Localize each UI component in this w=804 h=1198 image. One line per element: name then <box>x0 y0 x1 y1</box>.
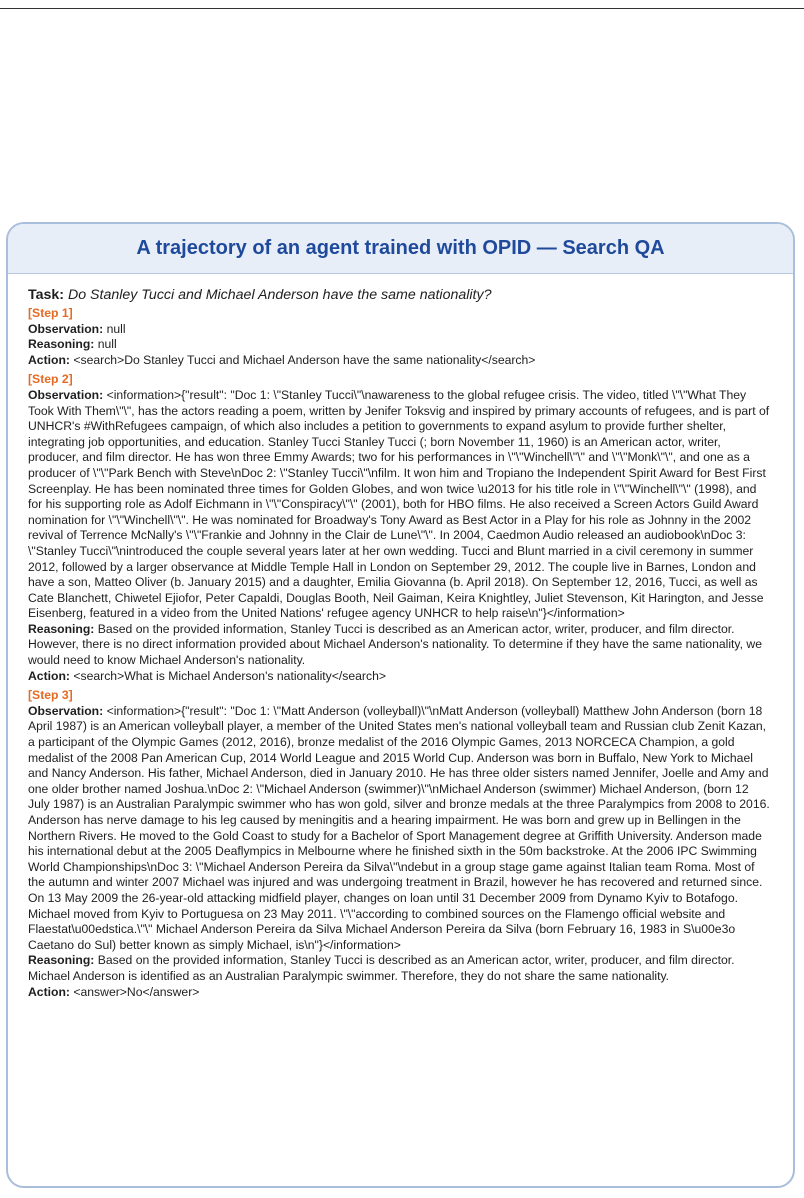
action-line <box>28 985 773 1001</box>
observation-text: <information>{"result": "Doc 1: \"Stanley Tucci\"\nawareness to the global refugee crisis. The video, titled \"\"What They Took With Them\"\", has the actors reading a poem, written by Jenifer Toksvig and inspired by primary accounts of refugees, and is part of UNHCR's #WithRefugees campaign, of which also includes a petition to governments to expand asylum to provide further shelter, integrating job opportunities, and education. Stanley Tucci Stanley Tucci (; born November 11, 1960) is an American actor, writer, producer, and film director. He has won three Emmy Awards; two for his performances in \"\"Winchell\"\" and \"\"Monk\"\", and one as a producer of \"\"Park Bench with Steve\nDoc 2: \"Stanley Tucci\"\nfilm. It won him and Tropiano the Independent Spirit Award for Best First Screenplay. He has been nominated three times for Golden Globes, and won twice \u2013 for his title role in \"\"Winchell\"\" (1998), and for his supporting role as Adolf Eichmann in \"\"Conspiracy\"\" (2001), both for HBO films. He also received a Screen Actors Guild Award nomination for \"\"Winchell\"\". He was nominated for Broadway's Tony Award as Best Actor in a Play for his role as Johnny in the 2002 revival of Terrence McNally's \"\"Frankie and Johnny in the Clair de Lune\"\". In 2004, Caedmon Audio released an audiobook\nDoc 3: \"Stanley Tucci\"\nintroduced the couple several years later at her own wedding. Tucci and Blunt married in a civil ceremony in summer 2012, followed by a larger observance at Middle Temple Hall in London on September 29, 2012. The couple live in Barnes, London and have a son, Matteo Oliver (b. January 2015) and a daughter, Emilia Giovanna (b. April 2018). On September 12, 2016, Tucci, as well as Cate Blanchett, Chiwetel Ejiofor, Peter Capaldi, Douglas Booth, Neil Gaiman, Keira Knightley, Juliet Stevenson, Kit Harington, and Jesse Eisenberg, featured in a video from the United Nations' refugee agency UNHCR to help raise\n"}</information> <box>28 387 773 621</box>
observation-line <box>28 388 773 622</box>
card-body <box>8 274 793 1000</box>
step-3 <box>28 688 773 1000</box>
reasoning-text: null <box>97 337 117 352</box>
reasoning-label: Reasoning: <box>28 621 95 636</box>
observation-label: Observation: <box>28 321 104 336</box>
card-header <box>8 224 793 274</box>
action-line <box>28 353 773 369</box>
action-label: Action: <box>28 668 70 683</box>
observation-label: Observation: <box>28 703 104 718</box>
action-text: <search>What is Michael Anderson's nationality</search> <box>73 668 386 683</box>
task-line <box>28 286 773 304</box>
observation-text: null <box>106 321 126 336</box>
observation-line <box>28 704 773 954</box>
reasoning-label: Reasoning: <box>28 337 95 352</box>
action-label: Action: <box>28 352 70 367</box>
task-label: Task: <box>28 287 65 303</box>
reasoning-text: Based on the provided information, Stanley Tucci is described as an American actor, writer, producer, and film director. However, there is no direct information provided about Michael Anderson's nationality. To determine if they have the same nationality, we would need to know Michael Anderson's nationality. <box>28 621 766 668</box>
step-1 <box>28 306 773 368</box>
observation-label: Observation: <box>28 387 104 402</box>
reasoning-line <box>28 622 773 669</box>
top-rule <box>0 8 804 9</box>
action-text: <answer>No</answer> <box>73 984 200 999</box>
step-label: [Step 3] <box>28 688 73 703</box>
action-line <box>28 669 773 685</box>
step-2 <box>28 372 773 684</box>
trajectory-card <box>6 222 795 1188</box>
reasoning-label: Reasoning: <box>28 953 95 968</box>
reasoning-line <box>28 337 773 353</box>
observation-text: <information>{"result": "Doc 1: \"Matt Anderson (volleyball)\"\nMatt Anderson (volleyball) Matthew John Anderson (born 18 April 1987) is an American volleyball player, a member of the United States men's national volleyball team and Russian club Zenit Kazan, a participant of the Olympic Games (2012, 2016), bronze medalist of the 2016 Olympic Games, 2013 NORCECA Champion, a gold medalist of the 2008 Pan American Cup, 2014 World League and 2015 World Cup. Anderson was born in Buffalo, New York to Michael and Nancy Anderson. His father, Michael Anderson, died in January 2010. He has three older sisters named Jennifer, Joelle and Amy and one older brother named Joshua.\nDoc 2: \"Michael Anderson (swimmer)\"\nMichael Anderson (swimmer) Michael Anderson, (born 12 July 1987) is an Australian Paralympic swimmer who has won gold, silver and bronze medals at the three Paralympics from 2008 to 2016. Anderson has nerve damage to his leg caused by meningitis and a hearing impairment. He was born and grew up in Bellingen in the Northern Rivers. He moved to the Gold Coast to study for a Bachelor of Sport Management degree at Griffith University. Anderson made his international debut at the 2005 Deaflympics in Melbourne where he finished sixth in the 50m backstroke. At the 2006 IPC Swimming World Championships\nDoc 3: \"Michael Anderson Pereira da Silva\"\ndebut in a group stage game against Italian team Roma. Most of the autumn and winter 2007 Michael was injured and was undergoing treatment in Brazil, however he has recovered and returned since. On 13 May 2009 the 26-year-old attacking midfield player, changes on loan until 31 December 2009 from Dynamo Kyiv to Botafogo. Michael moved from Kyiv to Portuguesa on 23 May 2011. \"\"according to combined sources on the Flamengo official website and Flaestat\u00edstica.\"\" Michael Anderson Pereira da Silva Michael Anderson Pereira da Silva (born February 16, 1983 in S\u00e3o Caetano do Sul) better known as simply Michael, is\n"}</information> <box>28 703 773 952</box>
observation-line <box>28 322 773 338</box>
reasoning-text: Based on the provided information, Stanley Tucci is described as an American actor, writer, producer, and film director. Michael Anderson is identified as an Australian Paralympic swimmer. Therefore, they do not share the same nationality. <box>28 953 738 983</box>
reasoning-line <box>28 953 773 984</box>
step-label: [Step 1] <box>28 306 73 320</box>
action-text: <search>Do Stanley Tucci and Michael Anderson have the same nationality</search> <box>73 352 536 367</box>
step-label: [Step 2] <box>28 372 73 387</box>
card-title: A trajectory of an agent trained with OPID — Search QA <box>136 237 665 259</box>
task-text: Do Stanley Tucci and Michael Anderson have the same nationality? <box>67 287 492 303</box>
action-label: Action: <box>28 984 70 999</box>
